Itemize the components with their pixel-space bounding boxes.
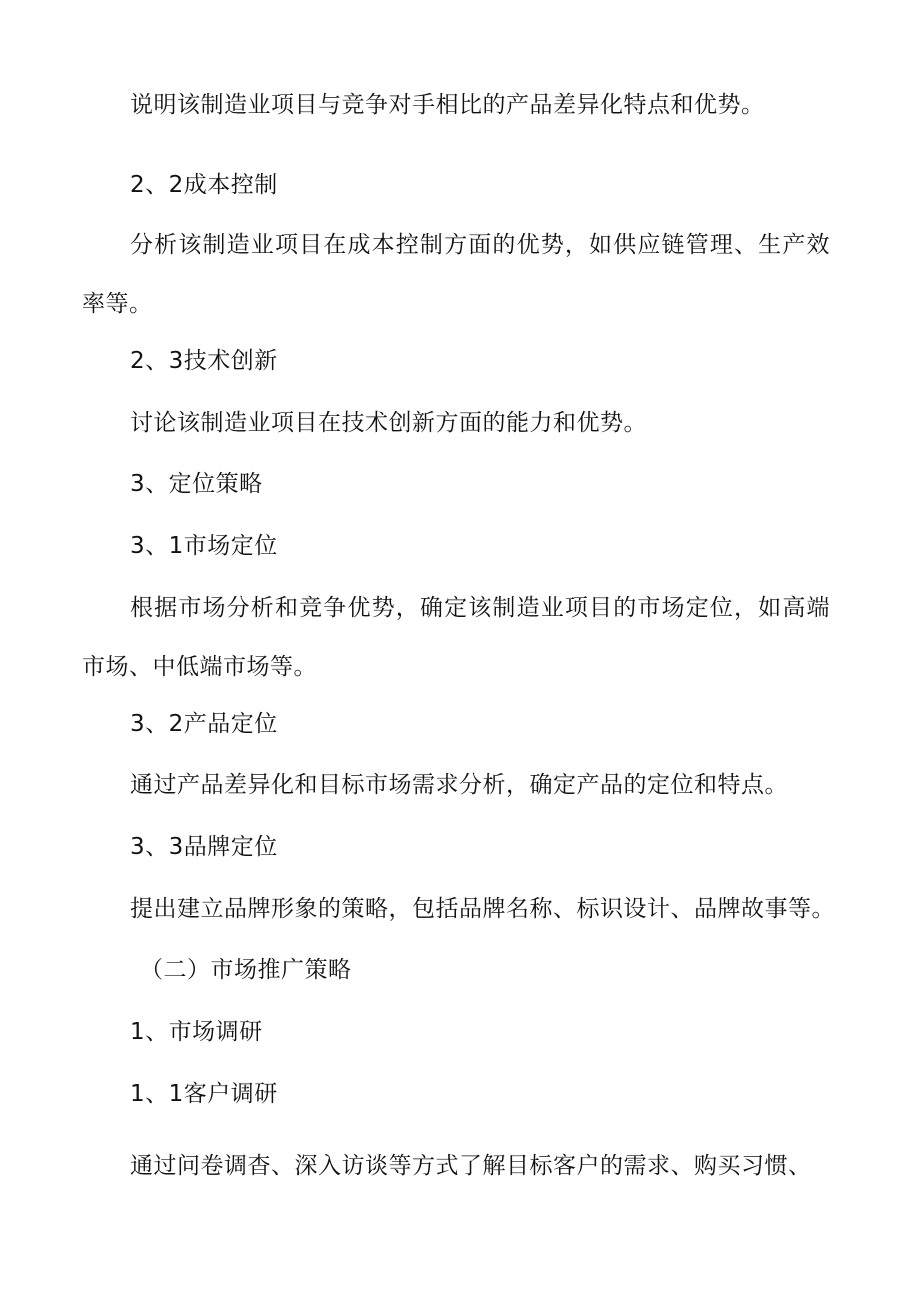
section-heading: （二）市场推广策略 bbox=[140, 957, 352, 983]
section-heading: 3、2产品定位 bbox=[130, 711, 278, 737]
section-heading: 2、2成本控制 bbox=[130, 172, 278, 198]
section-heading: 3、定位策略 bbox=[130, 471, 263, 497]
paragraph: 提出建立品牌形象的策略，包括品牌名称、标识设计、品牌故事等。 bbox=[130, 896, 835, 922]
section-heading: 1、市场调研 bbox=[130, 1019, 263, 1045]
section-heading: 2、3技术创新 bbox=[130, 348, 278, 374]
paragraph: 根据市场分析和竞争优势，确定该制造业项目的市场定位，如高端市场、中低端市场等。 bbox=[82, 595, 830, 680]
section-heading: 3、1市场定位 bbox=[130, 533, 278, 559]
paragraph: 通过产品差异化和目标市场需求分析，确定产品的定位和特点。 bbox=[130, 772, 788, 798]
paragraph: 讨论该制造业项目在技术创新方面的能力和优势。 bbox=[130, 410, 647, 436]
paragraph: 说明该制造业项目与竞争对手相比的产品差异化特点和优势。 bbox=[130, 92, 765, 118]
paragraph: 分析该制造业项目在成本控制方面的优势，如供应链管理、生产效率等。 bbox=[82, 232, 830, 317]
section-heading: 3、3品牌定位 bbox=[130, 834, 278, 860]
paragraph: 通过问卷调杳、深入访谈等方式了解目标客户的需求、购买习惯、 bbox=[130, 1153, 812, 1179]
section-heading: 1、1客户调研 bbox=[130, 1081, 278, 1107]
